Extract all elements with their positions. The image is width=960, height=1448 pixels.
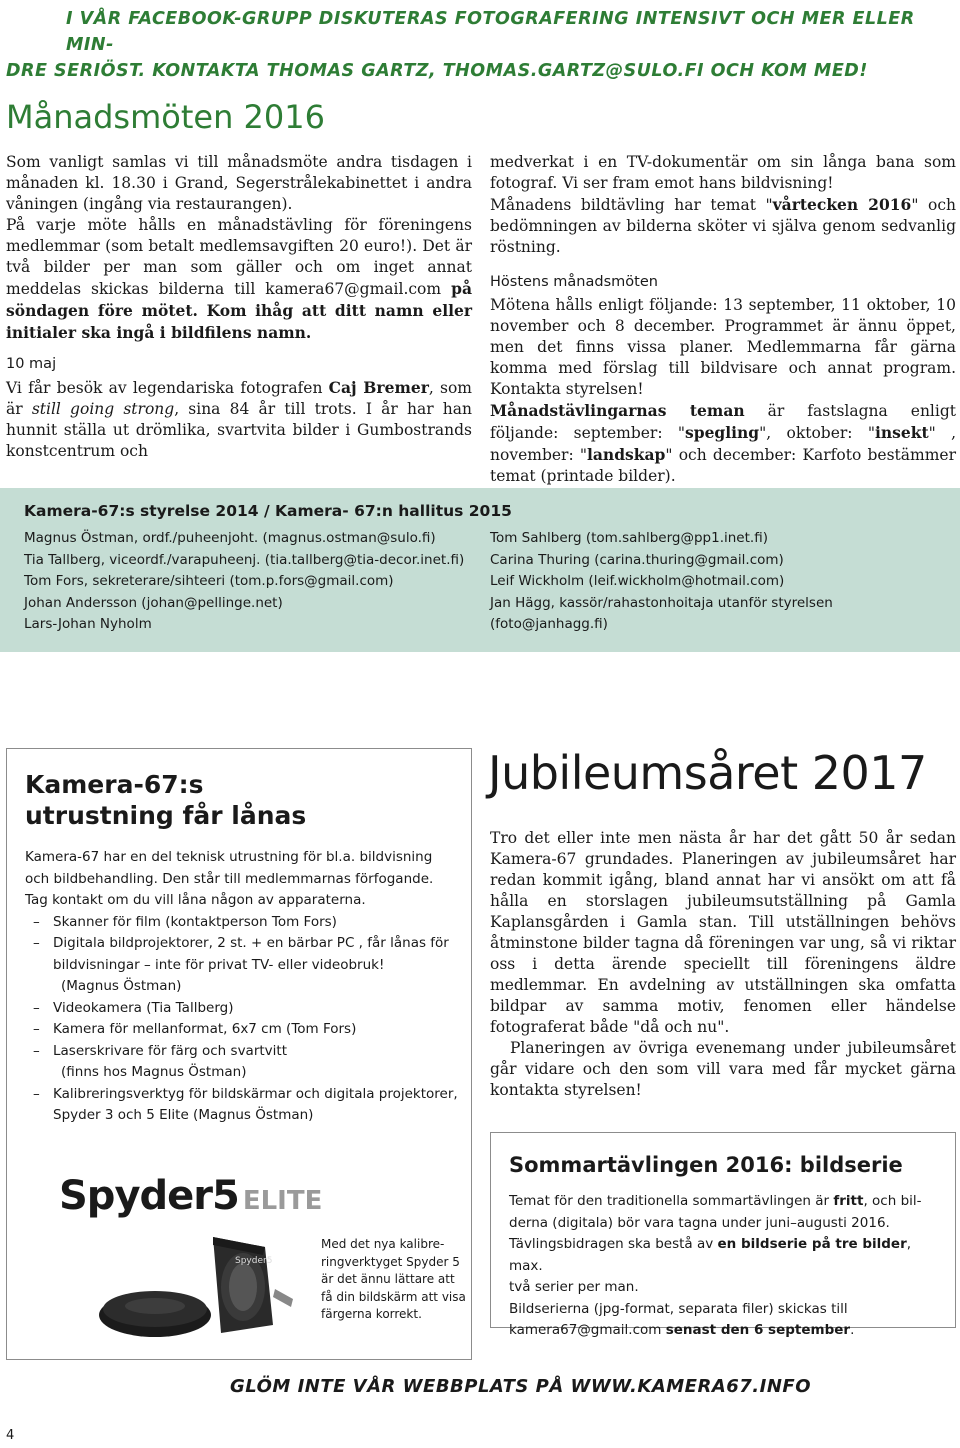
equipment-item: – Laserskrivare för färg och svartvitt (25, 1041, 465, 1063)
board-member: Lars-Johan Nyholm (24, 616, 152, 632)
caj-text-1: Vi får besök av legendariska fotografen (6, 379, 329, 397)
equipment-item: – Videokamera (Tia Tallberg) (25, 998, 465, 1020)
manadsmoten-competition (6, 215, 472, 344)
equipment-title-line1: Kamera-67:s (25, 770, 204, 799)
caj-text-2: , som är (6, 379, 472, 418)
equipment-title (25, 769, 306, 831)
themes-t3: " , november: " (490, 424, 957, 464)
competition-text: På varje möte hålls en månadstävling för föreningens medlemmar (som betalt medlemsavgiften 20 euro!). Det är två bilder per man som gäller och om inget annat meddelas skickas bilderna till kamera67@gmail.com (6, 216, 472, 298)
equipment-title-line2: utrustning får lånas (25, 801, 307, 830)
summer-line (509, 1320, 949, 1342)
equipment-text (25, 847, 465, 1127)
board-member: Tom Fors, sekreterare/sihteeri (tom.p.fors@gmail.com) (24, 573, 394, 589)
equipment-item-cont: (finns hos Magnus Östman) (61, 1064, 247, 1080)
board-member: Magnus Östman, ordf./puheenjoht. (magnus.ostman@sulo.fi) (24, 530, 436, 546)
board-left-list (24, 528, 464, 636)
board-member: Leif Wickholm (leif.wickholm@hotmail.com) (490, 573, 785, 589)
summer-b: fritt (833, 1193, 864, 1209)
website-banner: GLÖM INTE VÅR WEBBPLATS PÅ WWW.KAMERA67.INFO (230, 1376, 811, 1397)
theme-insekt: insekt (874, 423, 929, 442)
summer-line: två serier per man. (509, 1279, 639, 1295)
autumn-paragraph: Mötena hålls enligt följande: 13 september, 11 oktober, 10 november och 8 december. Programmet är ännu öppet, men det finns vissa planer. Medlemmarna får gärna komma med förslag till bildvisare och annat program. Kontakta styrelsen! (490, 296, 956, 398)
caption-line: är det ännu lättare att (321, 1272, 455, 1286)
summer-email: kamera67@gmail.com (509, 1322, 666, 1338)
caj-name: Caj Bremer (328, 378, 429, 397)
board-title: Kamera-67:s styrelse 2014 / Kamera- 67:n hallitus 2015 (24, 502, 512, 520)
device-label: Spyder5 (235, 1256, 273, 1266)
summer-line: derna (digitala) bör vara tagna under juni–augusti 2016. (509, 1214, 890, 1231)
summer-t: Temat för den traditionella sommartävlingen är (509, 1193, 834, 1209)
left-column (6, 152, 472, 462)
jubileum-p1: Tro det eller inte men nästa år har det gått 50 år sedan Kamera-67 grundades. Planeringen av jubileumsåret har redan kommit igång, bland annat har vi ansökt om att få hålla en storslagen jubileumsutställning på Gamla Kaplansgården i Gamla stan. Till utställningen behövs åtminstone bilder tagna då föreningen var ung, så vi riktar oss i detta ärende speciellt till föreningens äldre medlemmar. En avdelning av utställningen ska omfatta bildpar av samma motiv, fenomen eller händelse fotograferat både "då och nu". (490, 829, 956, 1036)
board-box (0, 488, 960, 652)
tv-paragraph: medverkat i en TV-dokumentär om sin långa bana som fotograf. Vi ser fram emot hans bildvisning! (490, 153, 956, 192)
summer-t: Tävlingsbidragen ska bestå av (509, 1236, 718, 1252)
equipment-intro: Kamera-67 har en del teknisk utrustning för bl.a. bildvisning (25, 849, 433, 865)
summer-t: , och bil- (863, 1193, 922, 1209)
themes-t2: ", oktober: " (759, 424, 875, 442)
board-member: Tom Sahlberg (tom.sahlberg@pp1.inet.fi) (490, 530, 768, 546)
summer-contest-title: Sommartävlingen 2016: bildserie (509, 1153, 903, 1177)
summer-b: senast den 6 september (665, 1322, 851, 1338)
summer-contest-text (509, 1191, 949, 1342)
caption-line: Med det nya kalibre- (321, 1237, 445, 1251)
summer-line (509, 1191, 949, 1213)
summer-t: . (850, 1322, 855, 1338)
manadsmoten-intro: Som vanligt samlas vi till månadsmöte andra tisdagen i månaden kl. 18.30 i Grand, Segerstrålekabinettet i andra våningen (ingång via restaurangen). (6, 153, 472, 213)
theme-spegling: spegling (685, 423, 760, 442)
theme-text-2: " och bedömningen av bilderna sköter vi själva genom sedvanlig röstning. (490, 196, 956, 256)
equipment-item-cont: (Magnus Östman) (61, 978, 182, 994)
subheading-10-maj: 10 maj (6, 356, 57, 372)
jubileum-text (490, 828, 956, 1101)
subheading-hostens: Höstens månadsmöten (490, 274, 658, 290)
board-right-list (490, 528, 833, 636)
board-member: Tia Tallberg, viceordf./varapuheenj. (tia.tallberg@tia-decor.inet.fi) (24, 551, 465, 568)
theme-name: vårtecken 2016 (772, 195, 912, 214)
board-member: (foto@janhagg.fi) (490, 616, 608, 632)
themes-t4: " och december: Karfoto bestämmer temat (printade bilder). (490, 446, 957, 485)
summer-t: , max. (509, 1236, 912, 1274)
caption-line: få din bildskärm att visa (321, 1289, 466, 1304)
summer-line (509, 1234, 949, 1277)
spyder-logo (59, 1173, 322, 1223)
spyder-logo-text: Spyder5 (59, 1173, 239, 1219)
summer-b: en bildserie på tre bilder (717, 1236, 907, 1252)
equipment-box (6, 748, 472, 1360)
theme-text-1: Månadens bildtävling har temat " (490, 196, 773, 214)
device-caption (321, 1236, 466, 1324)
themes-label: Månadstävlingarnas teman (490, 401, 745, 420)
equipment-item: – Digitala bildprojektorer, 2 st. + en bärbar PC , får lånas för (25, 933, 465, 955)
equipment-item-cont: bildvisningar – inte för privat TV- eller videobruk! (53, 956, 385, 973)
themes-paragraph (490, 400, 956, 487)
equipment-item-cont: Spyder 3 och 5 Elite (Magnus Östman) (53, 1107, 314, 1123)
spyder-device-image (93, 1229, 303, 1345)
equipment-item: – Skanner för film (kontaktperson Tom Fors) (25, 912, 465, 934)
theme-paragraph (490, 194, 956, 258)
equipment-list (25, 912, 465, 1127)
facebook-banner-line2: DRE SERIÖST. KONTAKTA THOMAS GARTZ, THOMAS.GARTZ@SULO.FI OCH KOM MED! (6, 61, 868, 81)
caption-line: färgerna korrekt. (321, 1307, 422, 1321)
caj-italic: still going strong (31, 400, 175, 418)
competition-deadline: på söndagen före mötet. Kom ihåg att ditt namn eller initialer ska ingå i bildfilens namn. (6, 279, 472, 342)
equipment-intro: Tag kontakt om du vill låna någon av apparaterna. (25, 892, 366, 908)
facebook-banner-line1: I VÅR FACEBOOK-GRUPP DISKUTERAS FOTOGRAFERING INTENSIVT OCH MER ELLER MIN- (66, 9, 915, 55)
summer-contest-box (490, 1132, 956, 1338)
board-member: Johan Andersson (johan@pellinge.net) (24, 594, 283, 611)
manadsmoten-title: Månadsmöten 2016 (6, 98, 325, 136)
caj-text-3: , sina 84 år till trots. I år har han hunnit ställa ut drömlika, svartvita bilder i Gumbostrands konstcentrum och (6, 400, 472, 460)
right-column (490, 152, 956, 487)
caj-bremer-paragraph (6, 377, 472, 462)
jubileum-p2: Planeringen av övriga evenemang under jubileumsåret går vidare och den som vill vara med får mycket gärna kontakta styrelsen! (490, 1039, 956, 1099)
spyder-logo-elite: ELITE (242, 1186, 323, 1216)
summer-line: Bildserierna (jpg-format, separata filer) skickas till (509, 1300, 848, 1317)
caption-line: ringverktyget Spyder 5 (321, 1254, 460, 1269)
equipment-item: – Kalibreringsverktyg för bildskärmar och digitala projektorer, (25, 1084, 465, 1106)
themes-t1: är fastslagna enligt följande: september: " (490, 402, 956, 442)
jubileum-title: Jubileumsåret 2017 (488, 746, 927, 800)
facebook-banner (6, 6, 956, 84)
equipment-intro: och bildbehandling. Den står till medlemmarnas förfogande. (25, 870, 434, 887)
board-member: Jan Hägg, kassör/rahastonhoitaja utanför styrelsen (490, 594, 833, 611)
board-member: Carina Thuring (carina.thuring@gmail.com) (490, 551, 784, 568)
equipment-item: – Kamera för mellanformat, 6x7 cm (Tom Fors) (25, 1019, 465, 1041)
theme-landskap: landskap (587, 445, 666, 464)
page-number: 4 (6, 1428, 15, 1443)
